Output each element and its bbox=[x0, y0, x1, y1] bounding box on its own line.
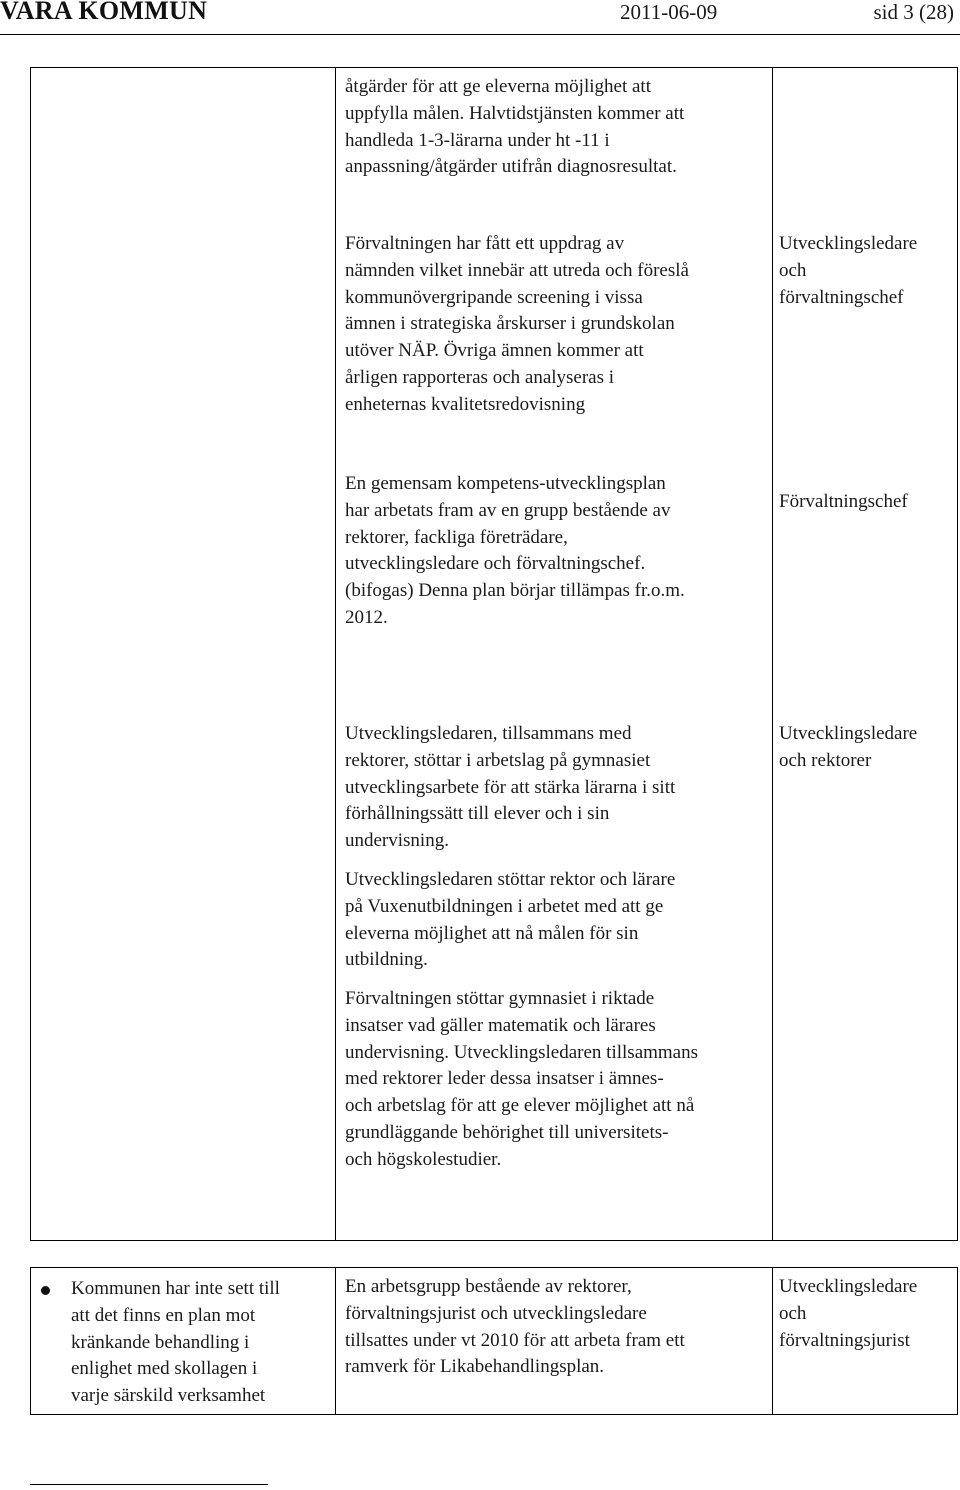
action-text: Utvecklingsledaren stöttar rektor och lärare på Vuxenutbildningen i arbetet med att ge eleverna möjlighet att nå målen för sin utbildning. bbox=[345, 869, 676, 971]
page-number: sid 3 (28) bbox=[873, 0, 954, 24]
bullet-icon bbox=[41, 1286, 50, 1295]
column-divider bbox=[772, 68, 773, 1240]
action-text: Förvaltningen har fått ett uppdrag av nämnden vilket innebär att utreda och föreslå kommunövergripande screening i vissa ämnen i strategiska årskurser i grundskolan utöver NÄP. Övriga ämnen kommer att årligen rapporteras och analyseras i enheternas kvalitetsredovisning bbox=[345, 233, 689, 415]
action-text: åtgärder för att ge eleverna möjlighet att uppfylla målen. Halvtidstjänsten kommer att handleda 1-3-lärarna under ht -11 i anpassning/åtgärder utifrån diagnosresultat. bbox=[345, 76, 685, 178]
page-header bbox=[0, 0, 960, 34]
responsible-text: Utvecklingsledare och förvaltningschef bbox=[779, 233, 918, 308]
action-text: En gemensam kompetens-utvecklingsplan har arbetats fram av en grupp bestående av rektorer, fackliga företrädare, utvecklingsledare och förvaltningschef. (bifogas) Denna plan börjar tillämpas fr.o.m. 2012. bbox=[345, 473, 685, 628]
action-text: Förvaltningen stöttar gymnasiet i riktade insatser vad gäller matematik och lärares undervisning. Utvecklingsledaren tillsammans med rektorer leder dessa insatser i ämnes- och arbetslag för att ge elever möjlighet att nå grundläggande behörighet till universitets- och högskolestudier. bbox=[345, 988, 699, 1170]
header-divider bbox=[0, 34, 960, 35]
responsible-text: Utvecklingsledare och förvaltningsjurist bbox=[779, 1276, 918, 1351]
column-divider bbox=[772, 1268, 773, 1414]
footnote-separator bbox=[30, 1484, 268, 1485]
action-text: Utvecklingsledaren, tillsammans med rektorer, stöttar i arbetslag på gymnasiet utvecklingsarbete för att stärka lärarna i sitt förhållningssätt till elever och i sin undervisning. bbox=[345, 723, 676, 852]
responsible-text: Förvaltningschef bbox=[779, 491, 908, 512]
action-text: En arbetsgrupp bestående av rektorer, förvaltningsjurist och utvecklingsledare tillsattes under vt 2010 för att arbeta fram ett ramverk för Likabehandlingsplan. bbox=[345, 1276, 685, 1378]
column-divider bbox=[335, 68, 336, 1240]
responsible-text: Utvecklingsledare och rektorer bbox=[779, 723, 918, 771]
column-divider bbox=[335, 1268, 336, 1414]
issue-text: Kommunen har inte sett till att det finns en plan mot kränkande behandling i enlighet med skollagen i varje särskild verksamhet bbox=[71, 1278, 280, 1407]
organization-name: VARA KOMMUN bbox=[0, 0, 208, 25]
document-date: 2011-06-09 bbox=[620, 0, 718, 24]
